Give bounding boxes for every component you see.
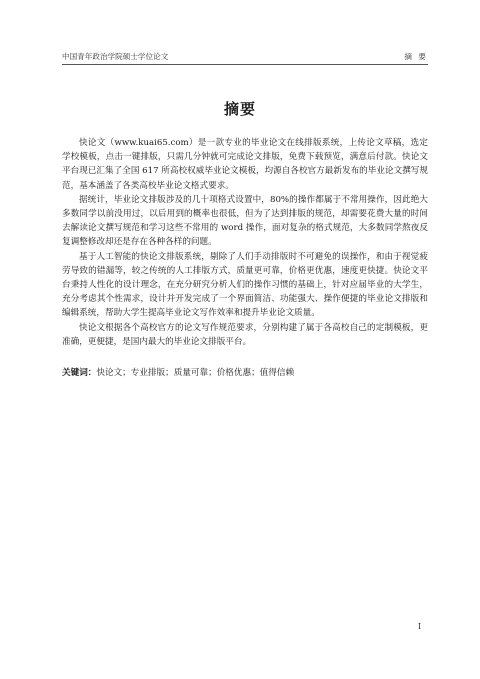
header-divider — [62, 64, 428, 65]
keywords-text: 快论文；专业排版；质量可靠；价格优惠；值得信赖 — [96, 368, 295, 378]
header-section-name: 摘 要 — [404, 52, 428, 61]
abstract-paragraph: 快论文（www.kuai65.com）是一款专业的毕业论文在线排版系统，上传论文草稿，选定学校模板，点击一键排版，只需几分钟就可完成论文排版，免费下载预览，满意后付款。快论文平台现已汇集了全国 617 所高校权威毕业论文模板，均源自各校官方最新发布的毕业论文撰写规范，基本涵盖了各类高校毕业论文格式要求。 — [62, 138, 428, 191]
keywords-label: 关键词： — [62, 368, 97, 378]
page-number: I — [418, 622, 422, 631]
page-title: 摘要 — [223, 100, 256, 118]
keywords-line — [62, 366, 428, 380]
header-university-title: 中国青年政治学院硕士学位论文 — [62, 52, 169, 61]
abstract-paragraph: 据统计，毕业论文排版涉及的几十项格式设置中，80%的操作都属于不常用操作，因此绝大多数同学以前没用过，以后用到的概率也很低，但为了达到排版的规范，却需要花费大量的时间去解读论文撰写规范和学习这些不常用的 word 操作，面对复杂的格式规范，大多数同学熬夜反复调整修改却还是存在各种各样的问题。 — [62, 194, 428, 248]
running-header — [62, 51, 428, 63]
abstract-paragraph: 基于人工智能的快论文排版系统，剔除了人们手动排版时不可避免的误操作，和由于视觉疲劳导致的错漏等，较之传统的人工排版方式，质量更可靠，价格更优惠，速度更快捷。快论文平台秉持人性化的设计理念，在充分研究分析人们的操作习惯的基础上，针对应届毕业的大学生，充分考虑其个性需求，设计并开发完成了一个界面简洁、功能强大、操作便捷的毕业论文排版和编辑系统，帮助大学生提高毕业论文写作效率和提升毕业论文质量。 — [62, 251, 428, 319]
abstract-paragraph: 快论文根据各个高校官方的论文写作规范要求，分别构建了属于各高校自己的定制模板，更准确，更便捷，是国内最大的毕业论文排版平台。 — [62, 322, 428, 347]
abstract-body — [62, 136, 428, 349]
